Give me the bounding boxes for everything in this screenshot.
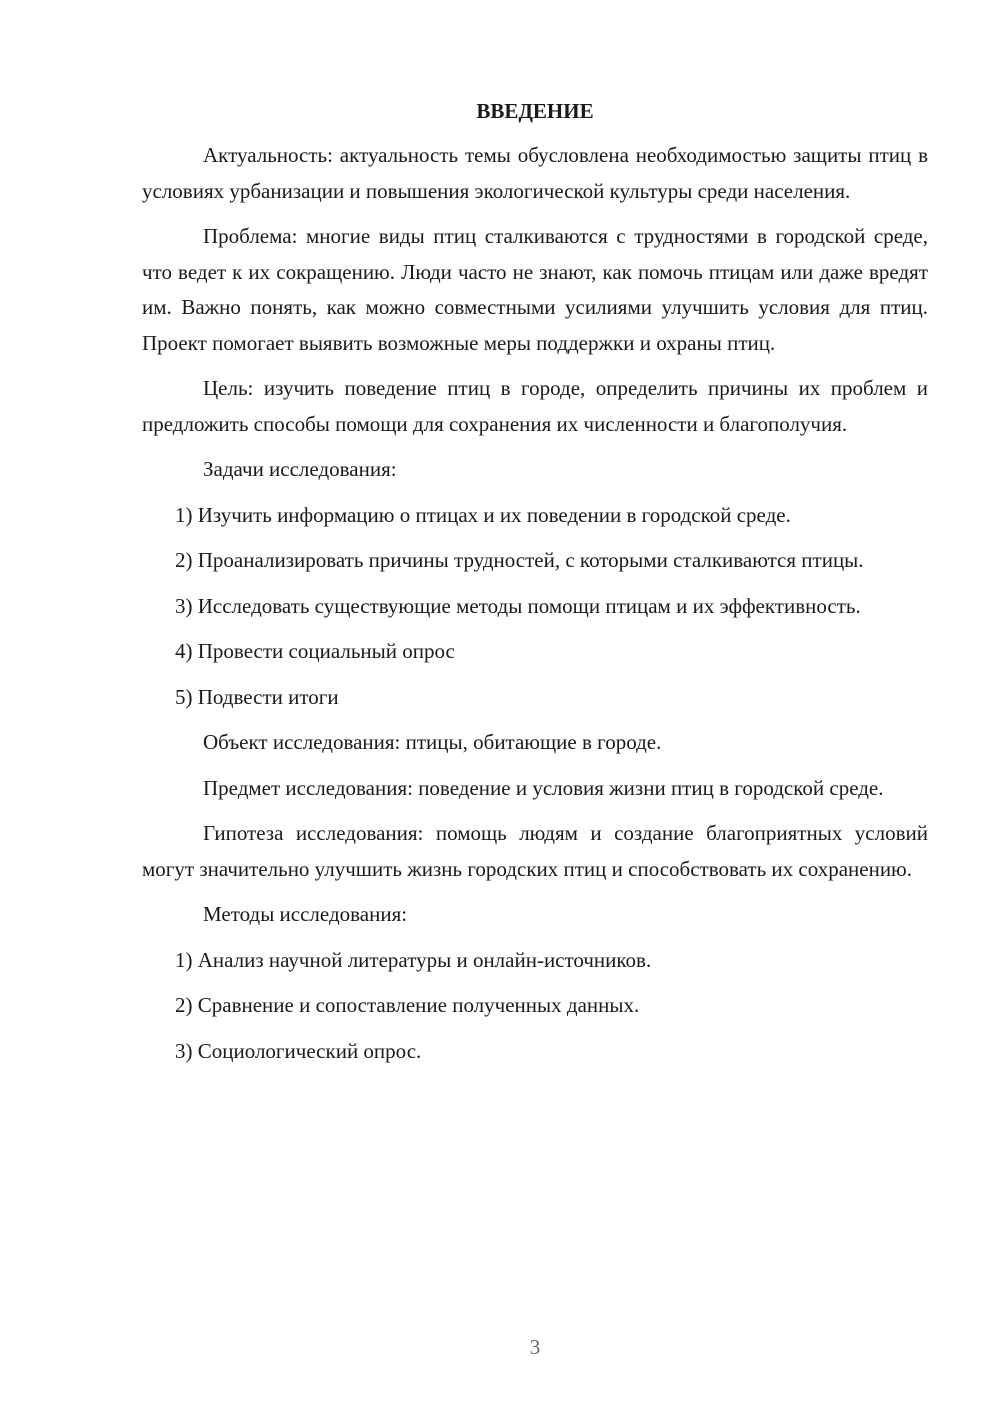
paragraph-hypothesis: Гипотеза исследования: помощь людям и создание благоприятных условий могут значительно улучшить жизнь городских птиц и способствовать их сохранению. [142,821,928,881]
task-item: 2) Проанализировать причины трудностей, с которыми сталкиваются птицы. [175,548,864,572]
task-item: 3) Исследовать существующие методы помощи птицам и их эффективность. [175,593,861,618]
task-item: 1) Изучить информацию о птицах и их поведении в городской среде. [175,502,791,527]
method-item: 1) Анализ научной литературы и онлайн-источников. [175,947,652,972]
paragraph-problem: Проблема: многие виды птиц сталкиваются с трудностями в городской среде, что ведет к их сокращению. Люди часто не знают, как помочь птицам или даже вредят им. Важно понять, как можно совместными усилиями улучшить условия для птиц. Проект помогает выявить возможные меры поддержки и охраны птиц. [142,224,928,355]
method-item: 2) Сравнение и сопоставление полученных данных. [175,993,640,1017]
document-page [142,96,928,1069]
paragraph-methods-label: Методы исследования: [203,902,408,926]
paragraph-relevance: Актуальность: актуальность темы обусловлена необходимостью защиты птиц в условиях урбанизации и повышения экологической культуры среди населения. [142,143,928,203]
paragraph-goal: Цель: изучить поведение птиц в городе, определить причины их проблем и предложить способы помощи для сохранения их численности и благополучия. [142,376,928,436]
page-number: 3 [529,1335,541,1359]
paragraph-object: Объект исследования: птицы, обитающие в городе. [203,730,662,754]
paragraph-tasks-label: Задачи исследования: [203,457,397,481]
task-item: 4) Провести социальный опрос [175,639,455,663]
paragraph-subject: Предмет исследования: поведение и условия жизни птиц в городской среде. [203,775,884,800]
task-item: 5) Подвести итоги [175,684,339,709]
method-item: 3) Социологический опрос. [175,1038,422,1063]
section-heading: ВВЕДЕНИЕ [476,99,594,123]
